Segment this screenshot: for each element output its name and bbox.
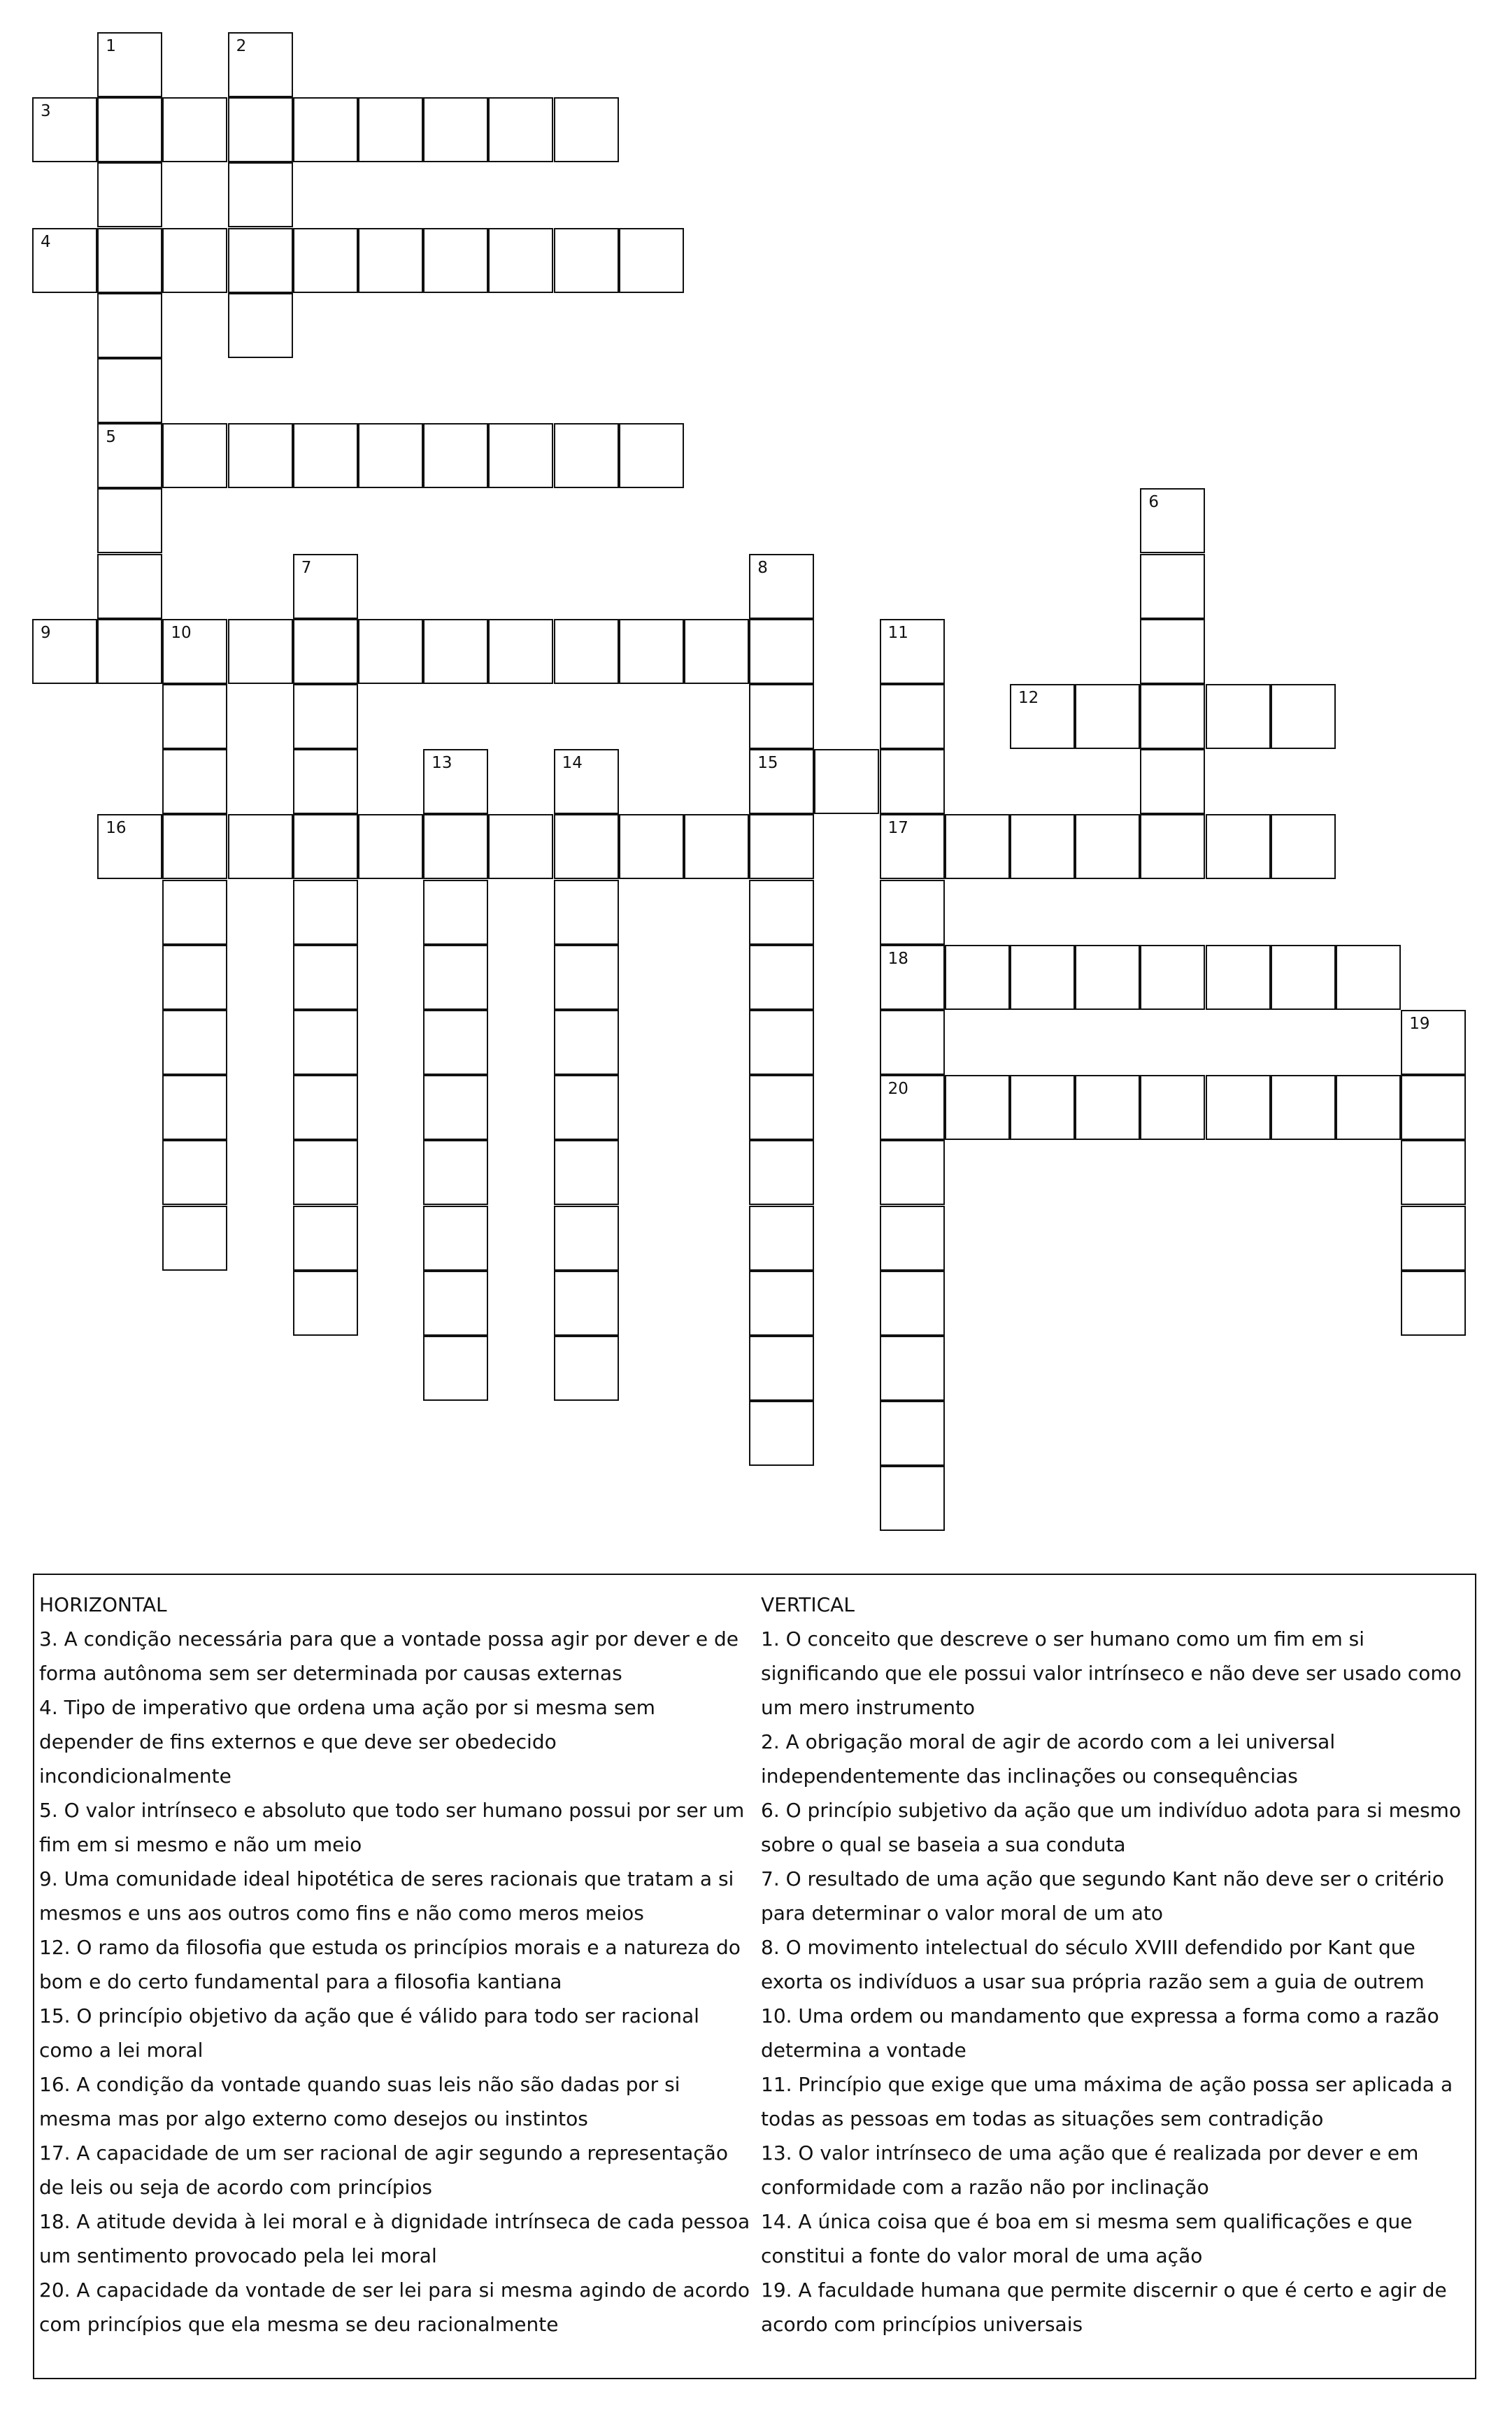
grid-cell[interactable]: [423, 1271, 488, 1336]
grid-cell[interactable]: [423, 228, 488, 293]
clue-across-5: 5. O valor intrínseco e absoluto que todo ser humano possui por ser um fim em si mesmo e não um meio: [39, 1799, 745, 1856]
clues-panel: [33, 1574, 1476, 2379]
clue-number: 1: [106, 37, 116, 55]
grid-cell[interactable]: [880, 1010, 945, 1075]
grid-cell[interactable]: [423, 1010, 488, 1075]
grid-cell[interactable]: [1140, 554, 1205, 619]
grid-cell[interactable]: [880, 814, 945, 879]
grid-cell[interactable]: [97, 293, 162, 358]
clue-number: 8: [757, 558, 768, 577]
grid-cell[interactable]: [423, 1140, 488, 1205]
grid-cell[interactable]: [1140, 1075, 1205, 1140]
grid-cell[interactable]: [619, 228, 684, 293]
grid-cell[interactable]: [1075, 945, 1140, 1010]
grid-cell[interactable]: [880, 749, 945, 814]
grid-cell[interactable]: [1140, 619, 1205, 684]
grid-cell[interactable]: [1140, 684, 1205, 749]
grid-cell[interactable]: [293, 945, 358, 1010]
clue-number: 10: [171, 623, 192, 642]
grid-cell[interactable]: [619, 814, 684, 879]
grid-cell[interactable]: [1271, 1075, 1336, 1140]
clue-down-7: 7. O resultado de uma ação que segundo Kant não deve ser o critério para determinar o valor moral de um ato: [761, 1867, 1444, 1925]
grid-cell[interactable]: [749, 554, 814, 619]
grid-cell[interactable]: [554, 619, 619, 684]
grid-cell[interactable]: [945, 945, 1010, 1010]
grid-cell[interactable]: [162, 619, 227, 684]
grid-cell[interactable]: [97, 32, 162, 97]
grid-cell[interactable]: [749, 749, 814, 814]
grid-cell[interactable]: [880, 1336, 945, 1401]
grid-cell[interactable]: [358, 228, 423, 293]
clue-number: 3: [41, 102, 51, 121]
clue-down-11: 11. Princípio que exige que uma máxima de ação possa ser aplicada a todas as pessoas em todas as situações sem contradição: [761, 2073, 1453, 2130]
clue-number: 4: [41, 232, 51, 251]
clue-down-14: 14. A única coisa que é boa em si mesma sem qualificações e que constitui a fonte do valor moral de uma ação: [761, 2210, 1413, 2267]
grid-cell[interactable]: [880, 1401, 945, 1466]
grid-cell[interactable]: [293, 1140, 358, 1205]
grid-cell[interactable]: [554, 749, 619, 814]
grid-cell[interactable]: [293, 1075, 358, 1140]
grid-cell[interactable]: [358, 97, 423, 162]
grid-cell[interactable]: [749, 880, 814, 945]
clue-down-2: 2. A obrigação moral de agir de acordo com a lei universal independentemente das inclinações ou consequências: [761, 1730, 1336, 1788]
grid-cell[interactable]: [1010, 945, 1075, 1010]
grid-cell[interactable]: [162, 423, 227, 488]
grid-cell[interactable]: [554, 423, 619, 488]
grid-cell[interactable]: [619, 423, 684, 488]
grid-cell[interactable]: [293, 880, 358, 945]
grid-cell[interactable]: [1401, 1010, 1466, 1075]
clue-number: 20: [887, 1080, 908, 1099]
grid-cell[interactable]: [358, 423, 423, 488]
grid-cell[interactable]: [554, 880, 619, 945]
grid-cell[interactable]: [97, 554, 162, 619]
grid-cell[interactable]: [554, 1336, 619, 1401]
grid-cell[interactable]: [293, 814, 358, 879]
clue-down-13: 13. O valor intrínseco de uma ação que é realizada por dever e em conformidade com a razão não por inclinação: [761, 2141, 1419, 2199]
clue-number: 15: [757, 754, 778, 773]
grid-cell[interactable]: [32, 97, 97, 162]
grid-cell[interactable]: [162, 1075, 227, 1140]
grid-cell[interactable]: [1336, 945, 1401, 1010]
grid-cell[interactable]: [1206, 945, 1271, 1010]
grid-cell[interactable]: [228, 228, 293, 293]
grid-cell[interactable]: [293, 1271, 358, 1336]
grid-cell[interactable]: [554, 97, 619, 162]
clue-number: 16: [106, 819, 127, 838]
clue-across-18: 18. A atitude devida à lei moral e à dignidade intrínseca de cada pessoa um sentimento provocado pela lei moral: [39, 2210, 750, 2267]
grid-cell[interactable]: [97, 162, 162, 227]
grid-cell[interactable]: [1401, 1075, 1466, 1140]
grid-cell[interactable]: [554, 1140, 619, 1205]
clue-across-15: 15. O princípio objetivo da ação que é válido para todo ser racional como a lei moral: [39, 2004, 699, 2062]
grid-cell[interactable]: [162, 880, 227, 945]
grid-cell[interactable]: [423, 1336, 488, 1401]
grid-cell[interactable]: [228, 423, 293, 488]
grid-cell[interactable]: [880, 684, 945, 749]
grid-cell[interactable]: [1140, 814, 1205, 879]
grid-cell[interactable]: [423, 619, 488, 684]
grid-cell[interactable]: [749, 945, 814, 1010]
grid-cell[interactable]: [162, 97, 227, 162]
grid-cell[interactable]: [749, 814, 814, 879]
grid-cell[interactable]: [749, 684, 814, 749]
clue-across-12: 12. O ramo da filosofia que estuda os princípios morais e a natureza do bom e do certo fundamental para a filosofia kantiana: [39, 1936, 741, 1993]
grid-cell[interactable]: [97, 228, 162, 293]
grid-cell[interactable]: [554, 1010, 619, 1075]
grid-cell[interactable]: [749, 619, 814, 684]
grid-cell[interactable]: [1010, 1075, 1075, 1140]
grid-cell[interactable]: [488, 619, 553, 684]
grid-cell[interactable]: [488, 814, 553, 879]
grid-cell[interactable]: [880, 619, 945, 684]
grid-cell[interactable]: [488, 228, 553, 293]
grid-cell[interactable]: [1010, 684, 1075, 749]
grid-cell[interactable]: [1140, 749, 1205, 814]
clue-number: 2: [236, 37, 247, 55]
grid-cell[interactable]: [880, 880, 945, 945]
grid-cell[interactable]: [162, 945, 227, 1010]
grid-cell[interactable]: [423, 749, 488, 814]
grid-cell[interactable]: [1075, 684, 1140, 749]
grid-cell[interactable]: [1140, 488, 1205, 553]
clue-across-3: 3. A condição necessária para que a vontade possa agir por dever e de forma autônoma sem ser determinada por causas externas: [39, 1627, 739, 1685]
grid-cell[interactable]: [554, 1075, 619, 1140]
grid-cell[interactable]: [97, 423, 162, 488]
grid-cell[interactable]: [814, 749, 879, 814]
horizontal-clues: [39, 1588, 753, 2341]
grid-cell[interactable]: [749, 1075, 814, 1140]
grid-cell[interactable]: [228, 619, 293, 684]
grid-cell[interactable]: [1336, 1075, 1401, 1140]
grid-cell[interactable]: [749, 1140, 814, 1205]
grid-cell[interactable]: [423, 1206, 488, 1271]
grid-cell[interactable]: [423, 1075, 488, 1140]
grid-cell[interactable]: [97, 488, 162, 553]
grid-cell[interactable]: [293, 423, 358, 488]
clue-down-19: 19. A faculdade humana que permite discernir o que é certo e agir de acordo com princípios universais: [761, 2279, 1447, 2336]
clue-across-17: 17. A capacidade de um ser racional de agir segundo a representação de leis ou seja de acordo com princípios: [39, 2141, 728, 2199]
grid-cell[interactable]: [228, 293, 293, 358]
grid-cell[interactable]: [162, 1140, 227, 1205]
grid-cell[interactable]: [1206, 814, 1271, 879]
clue-down-1: 1. O conceito que descreve o ser humano como um fim em si significando que ele possui valor intrínseco e não deve ser usado como um mero instrumento: [761, 1627, 1462, 1719]
grid-cell[interactable]: [880, 1075, 945, 1140]
grid-cell[interactable]: [749, 1206, 814, 1271]
grid-cell[interactable]: [293, 1206, 358, 1271]
clue-across-9: 9. Uma comunidade ideal hipotética de seres racionais que tratam a si mesmos e uns aos outros como fins e não como meros meios: [39, 1867, 734, 1925]
clue-across-20: 20. A capacidade da vontade de ser lei para si mesma agindo de acordo com princípios que ela mesma se deu racionalmente: [39, 2279, 750, 2336]
grid-cell[interactable]: [162, 228, 227, 293]
grid-cell[interactable]: [749, 1336, 814, 1401]
clue-down-10: 10. Uma ordem ou mandamento que expressa a forma como a razão determina a vontade: [761, 2004, 1439, 2062]
clue-across-4: 4. Tipo de imperativo que ordena uma ação por si mesma sem depender de fins externos e que deve ser obedecido incondicionalmente: [39, 1696, 655, 1788]
clue-number: 17: [887, 819, 908, 838]
clue-number: 7: [301, 558, 312, 577]
clue-across-16: 16. A condição da vontade quando suas leis não são dadas por si mesma mas por algo externo como desejos ou instintos: [39, 2073, 680, 2130]
grid-cell[interactable]: [358, 814, 423, 879]
vertical-title: VERTICAL: [761, 1593, 855, 1616]
grid-cell[interactable]: [32, 228, 97, 293]
grid-cell[interactable]: [358, 619, 423, 684]
grid-cell[interactable]: [554, 945, 619, 1010]
grid-cell[interactable]: [162, 684, 227, 749]
grid-cell[interactable]: [293, 684, 358, 749]
grid-cell[interactable]: [1271, 814, 1336, 879]
grid-cell[interactable]: [293, 749, 358, 814]
grid-cell[interactable]: [1401, 1271, 1466, 1336]
grid-cell[interactable]: [423, 945, 488, 1010]
grid-cell[interactable]: [945, 814, 1010, 879]
grid-cell[interactable]: [749, 1401, 814, 1466]
grid-cell[interactable]: [554, 1206, 619, 1271]
grid-cell[interactable]: [423, 97, 488, 162]
clue-down-8: 8. O movimento intelectual do século XVIII defendido por Kant que exorta os indivíduos a usar sua própria razão sem a guia de outrem: [761, 1936, 1425, 1993]
grid-cell[interactable]: [1140, 945, 1205, 1010]
grid-cell[interactable]: [423, 423, 488, 488]
clue-number: 18: [887, 949, 908, 968]
grid-cell[interactable]: [162, 1010, 227, 1075]
grid-cell[interactable]: [293, 228, 358, 293]
grid-cell[interactable]: [423, 880, 488, 945]
clue-number: 9: [41, 623, 51, 642]
grid-cell[interactable]: [880, 1271, 945, 1336]
grid-cell[interactable]: [880, 1206, 945, 1271]
grid-cell[interactable]: [945, 1075, 1010, 1140]
grid-cell[interactable]: [228, 814, 293, 879]
grid-cell[interactable]: [1075, 1075, 1140, 1140]
grid-cell[interactable]: [1271, 684, 1336, 749]
horizontal-title: HORIZONTAL: [39, 1593, 167, 1616]
clue-number: 5: [106, 428, 116, 447]
grid-cell[interactable]: [749, 1010, 814, 1075]
grid-cell[interactable]: [162, 1206, 227, 1271]
grid-cell[interactable]: [97, 619, 162, 684]
grid-cell[interactable]: [97, 814, 162, 879]
clue-number: 12: [1018, 689, 1039, 707]
clue-number: 6: [1148, 493, 1160, 512]
grid-cell[interactable]: [32, 619, 97, 684]
grid-cell[interactable]: [228, 97, 293, 162]
grid-cell[interactable]: [554, 814, 619, 879]
grid-cell[interactable]: [293, 554, 358, 619]
grid-cell[interactable]: [1271, 945, 1336, 1010]
grid-cell[interactable]: [749, 1271, 814, 1336]
grid-cell[interactable]: [554, 228, 619, 293]
clue-number: 19: [1409, 1015, 1430, 1033]
grid-cell[interactable]: [97, 97, 162, 162]
grid-cell[interactable]: [97, 358, 162, 423]
clue-number: 13: [432, 754, 452, 773]
grid-cell[interactable]: [423, 814, 488, 879]
grid-cell[interactable]: [1206, 684, 1271, 749]
clue-down-6: 6. O princípio subjetivo da ação que um indivíduo adota para si mesmo sobre o qual se baseia a sua conduta: [761, 1799, 1462, 1856]
grid-cell[interactable]: [880, 945, 945, 1010]
grid-cell[interactable]: [228, 162, 293, 227]
grid-cell[interactable]: [293, 97, 358, 162]
grid-cell[interactable]: [293, 619, 358, 684]
grid-cell[interactable]: [880, 1466, 945, 1531]
grid-cell[interactable]: [1206, 1075, 1271, 1140]
grid-cell[interactable]: [1075, 814, 1140, 879]
clue-number: 14: [562, 754, 583, 773]
grid-cell[interactable]: [162, 814, 227, 879]
grid-cell[interactable]: [293, 1010, 358, 1075]
grid-cell[interactable]: [1401, 1140, 1466, 1205]
grid-cell[interactable]: [880, 1140, 945, 1205]
grid-cell[interactable]: [684, 619, 749, 684]
grid-cell[interactable]: [619, 619, 684, 684]
grid-cell[interactable]: [554, 1271, 619, 1336]
grid-cell[interactable]: [1401, 1206, 1466, 1271]
grid-cell[interactable]: [488, 423, 553, 488]
vertical-clues: [761, 1588, 1474, 2341]
grid-cell[interactable]: [1010, 814, 1075, 879]
grid-cell[interactable]: [684, 814, 749, 879]
grid-cell[interactable]: [162, 749, 227, 814]
grid-cell[interactable]: [488, 97, 553, 162]
grid-cell[interactable]: [228, 32, 293, 97]
clue-number: 11: [887, 623, 908, 642]
